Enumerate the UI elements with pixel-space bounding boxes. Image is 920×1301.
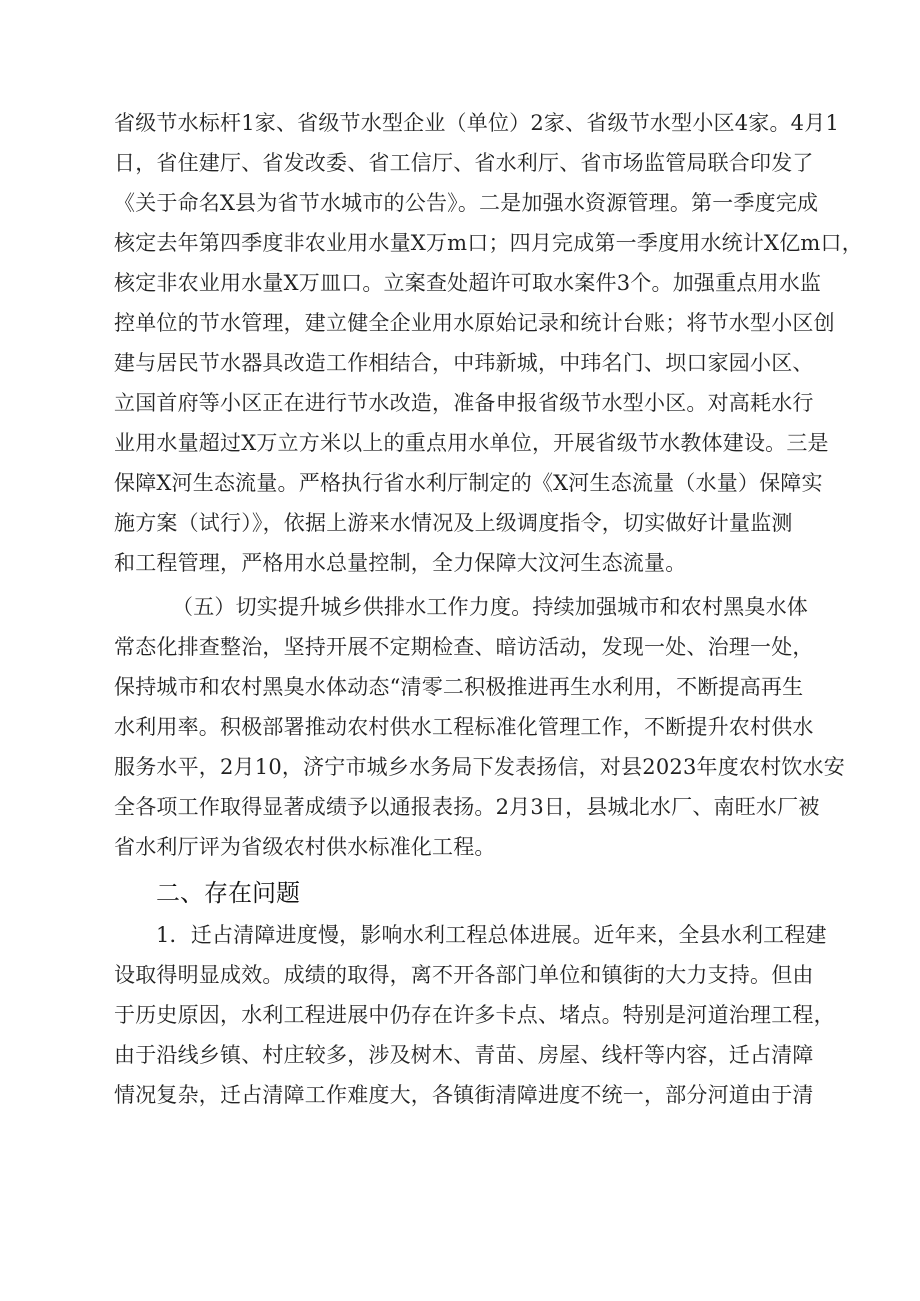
text-line: 于历史原因，水利工程进展中仍存在许多卡点、堵点。特别是河道治理工程， xyxy=(114,1003,835,1027)
text-line: 核定非农业用水量X万皿口。立案查处超许可取水案件3个。加强重点用水监 xyxy=(114,271,822,295)
text-line: 建与居民节水器具改造工作相结合，中玮新城，中玮名门、坝口家园小区、 xyxy=(114,351,814,375)
paragraph-water-supply xyxy=(114,587,845,867)
text-line: 常态化排查整治，坚持开展不定期检查、暗访活动，发现一处、治理一处， xyxy=(114,635,814,659)
paragraph-existing-problems xyxy=(114,915,835,1115)
text-line: 保障X河生态流量。严格执行省水利厅制定的《X河生态流量（水量）保障实 xyxy=(114,471,823,495)
text-line: （五）切实提升城乡供排水工作力度。持续加强城市和农村黑臭水体 xyxy=(172,595,808,619)
text-line: 施方案（试行）》，依据上游来水情况及上级调度指令，切实做好计量监测 xyxy=(114,511,793,535)
text-line: 日，省住建厅、省发改委、省工信厅、省水利厅、省市场监管局联合印发了 xyxy=(114,151,814,175)
text-line: 和工程管理，严格用水总量控制，全力保障大汶河生态流量。 xyxy=(114,551,687,575)
document-body xyxy=(114,103,863,1115)
text-line: 《关于命名X县为省节水城市的公告》。二是加强水资源管理。第一季度完成 xyxy=(114,191,819,215)
text-line: 立国首府等小区正在进行节水改造，准备申报省级节水型小区。对高耗水行 xyxy=(114,391,814,415)
text-line: 水利用率。积极部署推动农村供水工程标准化管理工作，不断提升农村供水 xyxy=(114,715,814,739)
text-line: 核定去年第四季度非农业用水量X万m口；四月完成第一季度用水统计X亿m口， xyxy=(114,231,863,255)
text-line: 业用水量超过X万立方米以上的重点用水单位，开展省级节水教体建设。三是 xyxy=(114,431,829,455)
text-line: 保持城市和农村黑臭水体动态“清零二积极推进再生水利用，不断提高再生 xyxy=(114,675,804,699)
text-line: 省级节水标杆1家、省级节水型企业（单位）2家、省级节水型小区4家。4月1 xyxy=(114,111,840,135)
section-heading: 二、存在问题 xyxy=(156,879,300,907)
text-line: 省水利厅评为省级农村供水标准化工程。 xyxy=(114,835,496,859)
text-line: 由于沿线乡镇、村庄较多，涉及树木、青苗、房屋、线杆等内容，迁占清障 xyxy=(114,1043,814,1067)
text-line: 服务水平，2月10，济宁市城乡水务局下发表扬信，对县2023年度农村饮水安 xyxy=(114,755,845,779)
text-line: 1．迁占清障进度慢，影响水利工程总体进展。近年来，全县水利工程建 xyxy=(156,923,827,947)
text-line: 全各项工作取得显著成绩予以通报表扬。2月3日，县城北水厂、南旺水厂被 xyxy=(114,795,820,819)
text-line: 控单位的节水管理，建立健全企业用水原始记录和统计台账；将节水型小区创 xyxy=(114,311,835,335)
text-line: 设取得明显成效。成绩的取得，离不开各部门单位和镇街的大力支持。但由 xyxy=(114,963,814,987)
text-line: 情况复杂，迁占清障工作难度大，各镇街清障进度不统一，部分河道由于清 xyxy=(114,1083,814,1107)
paragraph-water-conservation xyxy=(114,103,863,583)
